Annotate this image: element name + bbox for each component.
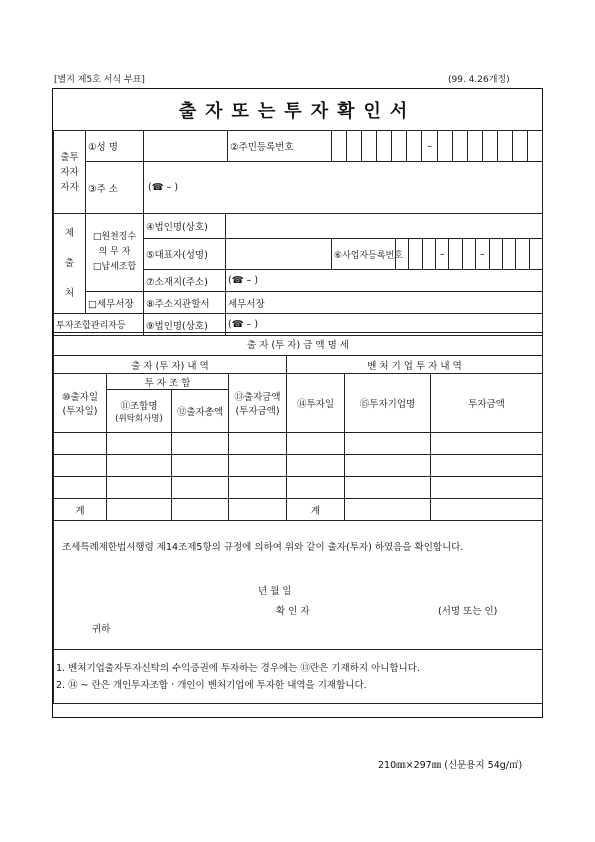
union-phone: (☎ – ) [228,319,259,330]
table-row[interactable] [54,455,543,477]
business-no-field[interactable]: – – [396,239,543,270]
representative-field[interactable] [226,239,332,270]
jurisdiction-value: 세무서장 [228,298,265,310]
confirmation-statement: 조세특례제한법시행령 제14조제5항의 규정에 의하여 위와 같이 출자(투자) 하였음을 확인합니다. [62,542,464,553]
form-title: 출자또는투자확인서 [178,101,417,122]
total-row[interactable] [54,499,543,521]
section-title: 출 자 (투 자) 금 액 명 세 [54,333,543,356]
notes-block [54,650,543,704]
confirmer-label: 확 인 자 [276,606,310,617]
representative-label: ⑤대표자(성명) [144,239,226,270]
col-union-total: ⑫출자총액 [172,390,229,433]
col-company-name: ⑮투자기업명 [345,374,431,433]
location-label: ⑦소재지(주소) [144,270,226,292]
total-right-label: 계 [287,499,345,521]
revision-date: (99. 4.26개정) [448,75,510,85]
jurisdiction-label: ⑧주소지관할서 [144,292,226,314]
table-row[interactable] [54,477,543,499]
investment-details-table [53,332,543,704]
source-option-tax-office[interactable]: □세무서장 [86,292,144,314]
investor-side-label: 출투 자자 자자 [54,131,86,214]
date-line: 년 월 일 [258,586,292,597]
location-phone: (☎ – ) [228,275,259,286]
business-no-label: ⑥사업자등록번호 [332,239,396,270]
location-field[interactable] [226,270,543,292]
confirmation-form [52,88,543,718]
table-row[interactable] [54,433,543,455]
col-contribution-amount: ⑬출자금액 (투자금액) [229,374,287,433]
corp-name-field[interactable] [226,214,543,239]
address-label: ③주 소 [86,162,144,214]
corp-name-label: ④법인명(상호) [144,214,226,239]
paper-spec: 210㎜×297㎜ (신문용지 54g/㎡) [378,760,523,771]
signature-label[interactable]: (서명 또는 인) [438,606,498,617]
confirmation-block [54,521,543,650]
col-contribution-date: ⑩출자일 (투자일) [54,374,107,433]
note-2: 2. ⑭ ~ 란은 개인투자조합ㆍ개인이 벤처기업에 투자한 내역을 기재합니다. [56,679,367,691]
resident-no-field[interactable]: – [332,131,543,162]
addressee-label: 귀하 [92,624,111,635]
name-field[interactable] [144,131,228,162]
col-union-name: ⑪조합명 (위탁회사명) [107,390,172,433]
union-manager-label: 투자조합관리자등 [54,314,144,336]
resident-no-label: ②주민등록번호 [228,131,332,162]
note-1: 1. 벤처기업출자투자신탁의 수익증권에 투자하는 경우에는 ⑬란은 기재하지 아니합니다. [56,662,420,674]
address-phone: (☎ – ) [148,182,179,193]
union-group-header: 투 자 조 합 [107,374,229,390]
address-field[interactable] [144,162,543,214]
right-section-title: 벤 처 기 업 투 자 내 역 [287,356,543,374]
total-left-label: 계 [54,499,107,521]
union-corp-label: ⑨법인명(상호) [144,314,226,336]
left-section-title: 출 자 (투 자) 내 역 [54,356,287,374]
applicant-table [53,130,543,336]
col-investment-date: ⑭투자일 [287,374,345,433]
name-label: ①성 명 [86,131,144,162]
jurisdiction-field[interactable] [226,292,543,314]
form-reference: [별지 제5호 서식 부표] [54,75,145,85]
source-side-label: 제 출 처 [54,214,86,314]
source-type-options[interactable]: □원천징수 의 무 자 □납세조합 [86,214,144,292]
col-investment-amount: 투자금액 [431,374,543,433]
